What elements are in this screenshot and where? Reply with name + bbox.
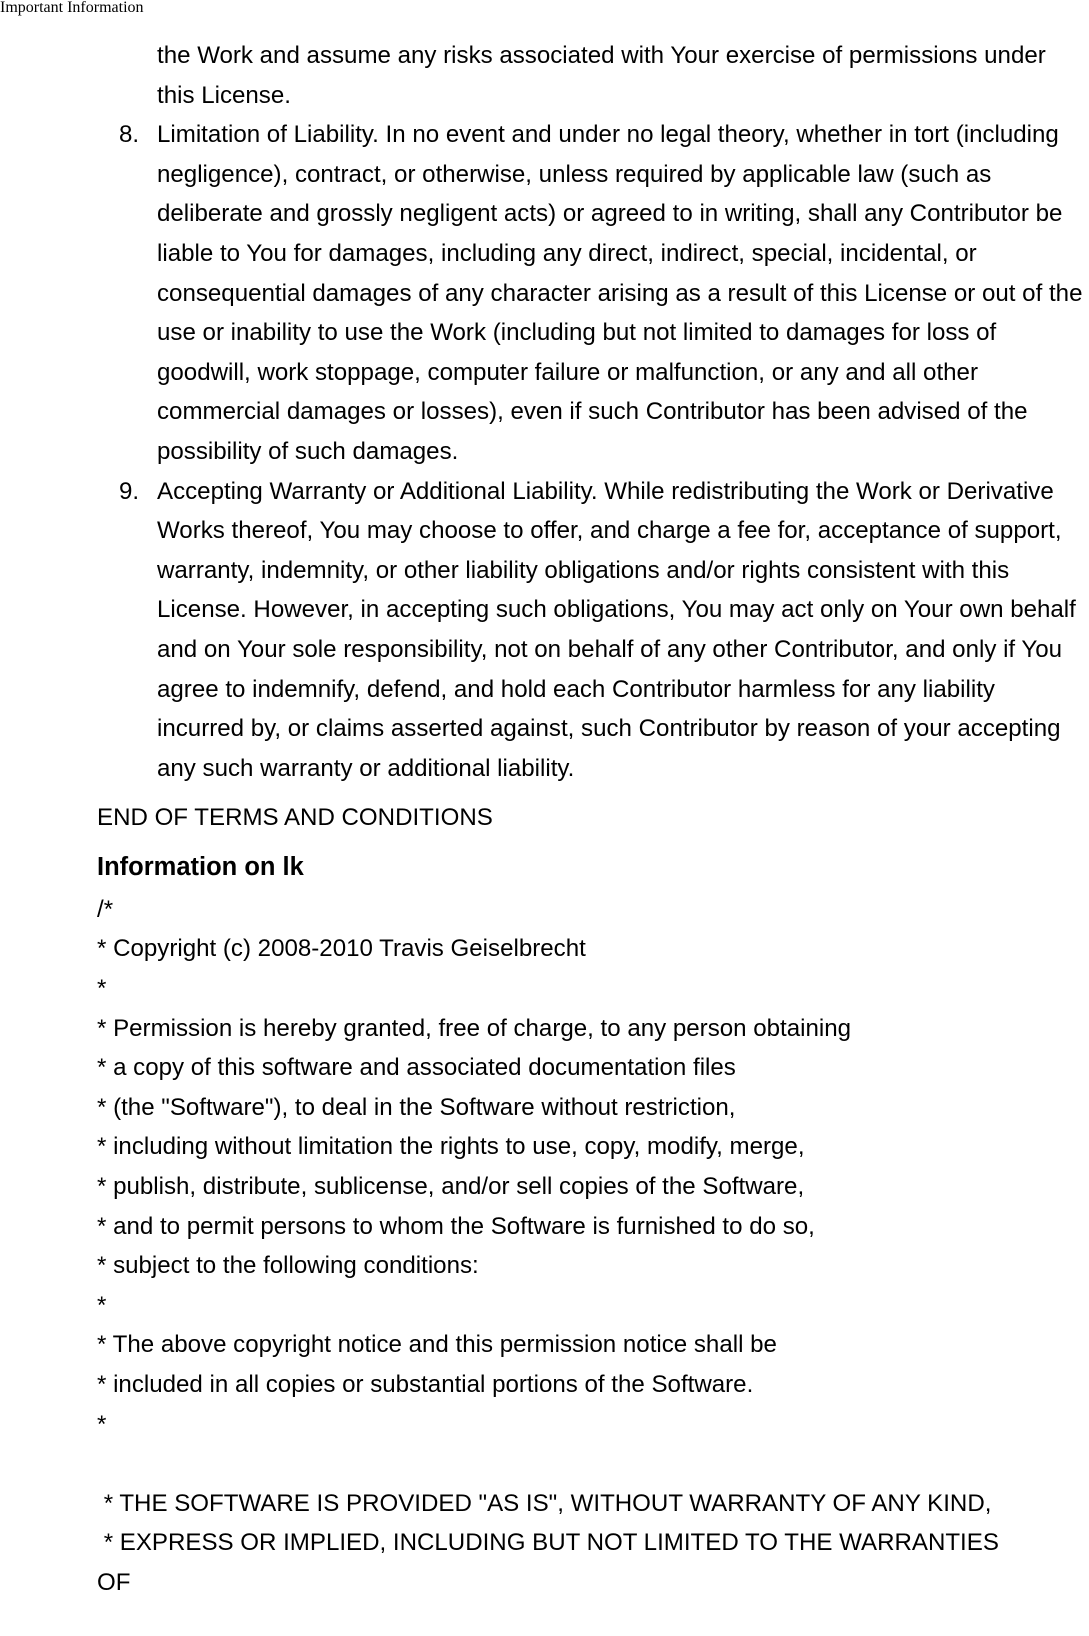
warranty-line: * THE SOFTWARE IS PROVIDED "AS IS", WITHOUT WARRANTY OF ANY KIND, <box>97 1489 992 1517</box>
list-item-text: Accepting Warranty or Additional Liability. While redistributing the Work or Derivative Works thereof, You may choose to offer, and charge a fee for, acceptance of support, warranty, indemnity, or other liability obligations and/or rights consistent with this License. However, in accepting such obligations, You may act only on Your own behalf and on Your sole responsibility, not on behalf of any other Contributor, and only if You agree to indemnify, defend, and hold each Contributor harmless for any liability incurred by, or claims asserted against, such Contributor by reason of your accepting any such warranty or additional liability. <box>157 477 1076 782</box>
list-item-7-continuation <box>97 36 1087 115</box>
license-line: * (the "Software"), to deal in the Software without restriction, <box>97 1093 736 1121</box>
spacer <box>97 1444 1087 1484</box>
list-item-text: Limitation of Liability. In no event and under no legal theory, whether in tort (including negligence), contract, or otherwise, unless required by applicable law (such as deliberate and grossly negligent acts) or agreed to in writing, shall any Contributor be liable to You for damages, including any direct, indirect, special, incidental, or consequential damages of any character arising as a result of this License or out of the use or inability to use the Work (including but not limited to damages for loss of goodwill, work stoppage, computer failure or malfunction, or any and all other commercial damages or losses), even if such Contributor has been advised of the possibility of such damages. <box>157 121 1083 465</box>
end-of-terms: END OF TERMS AND CONDITIONS <box>97 804 493 832</box>
license-line: * <box>97 1291 107 1319</box>
section-heading: Information on lk <box>97 852 304 881</box>
list-item-text: the Work and assume any risks associated with Your exercise of permissions under this License. <box>157 42 1046 109</box>
list-item-number: 8. <box>119 121 140 149</box>
license-line: /* <box>97 895 114 923</box>
warranty-line: * EXPRESS OR IMPLIED, INCLUDING BUT NOT LIMITED TO THE WARRANTIES <box>97 1529 999 1557</box>
list-item-limitation-of-liability <box>97 115 1087 471</box>
warranty-text-block <box>97 1484 1087 1603</box>
license-line: * subject to the following conditions: <box>97 1252 479 1280</box>
list-item-accepting-warranty <box>97 472 1087 789</box>
license-line: * publish, distribute, sublicense, and/or sell copies of the Software, <box>97 1173 805 1201</box>
license-line: * The above copyright notice and this permission notice shall be <box>97 1331 777 1359</box>
license-line: * and to permit persons to whom the Software is furnished to do so, <box>97 1212 815 1240</box>
license-line: * including without limitation the rights to use, copy, modify, merge, <box>97 1133 805 1161</box>
license-text-block <box>97 890 1087 1444</box>
license-line: * <box>97 1410 107 1438</box>
page-header: Important Information <box>0 0 144 16</box>
warranty-line: OF <box>97 1568 131 1596</box>
license-line: * a copy of this software and associated documentation files <box>97 1054 736 1082</box>
license-line: * Copyright (c) 2008-2010 Travis Geiselbrecht <box>97 935 586 963</box>
license-line: * <box>97 975 107 1003</box>
license-line: * included in all copies or substantial portions of the Software. <box>97 1371 754 1398</box>
license-line: * Permission is hereby granted, free of charge, to any person obtaining <box>97 1014 852 1042</box>
document-body <box>97 36 1087 1603</box>
list-item-number: 9. <box>119 477 140 505</box>
